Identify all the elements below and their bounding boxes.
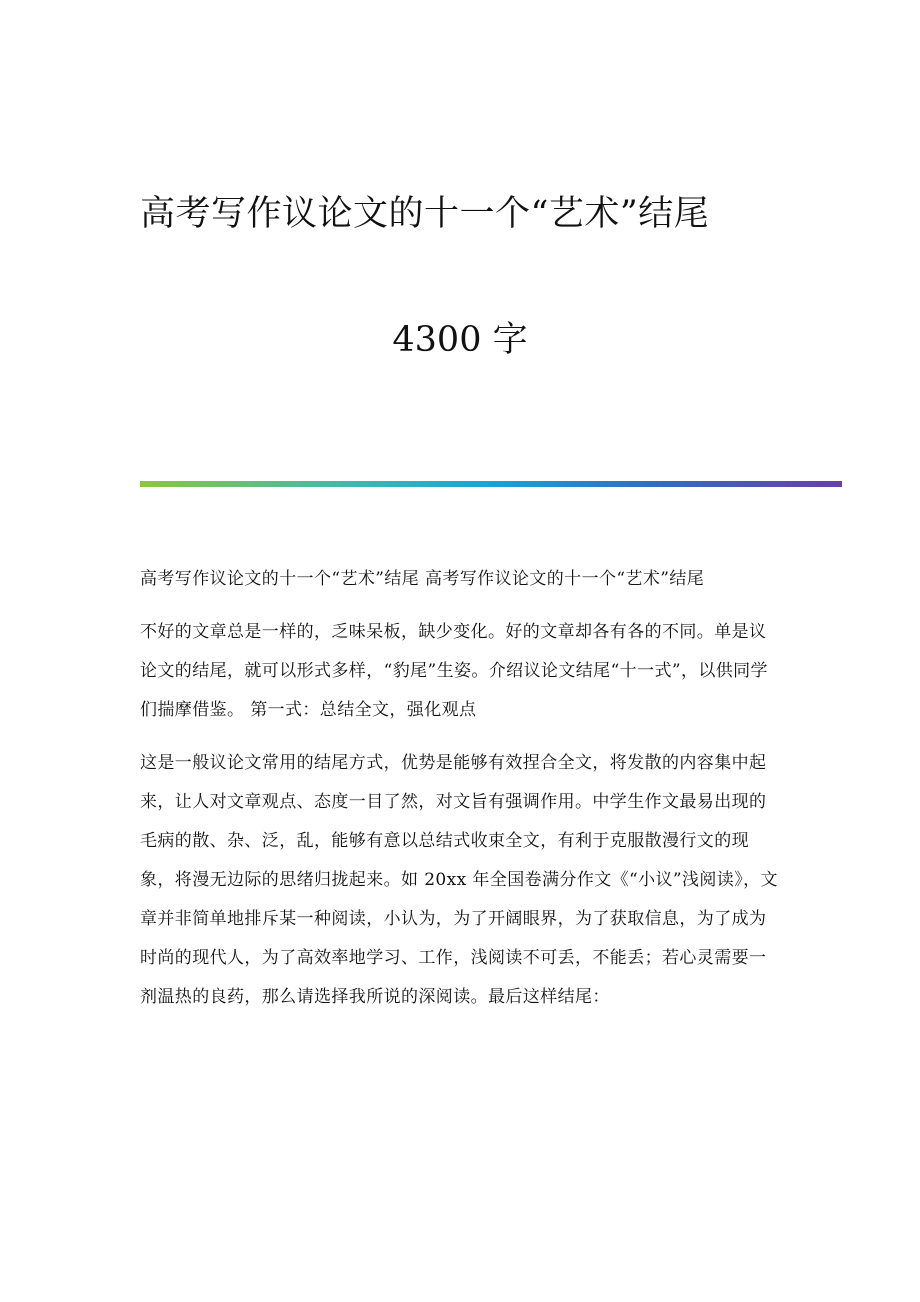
document-body	[140, 560, 780, 1031]
paragraph-intro: 高考写作议论文的十一个“艺术”结尾 高考写作议论文的十一个“艺术”结尾	[140, 569, 705, 589]
document-title-wordcount: 4300 字	[392, 320, 528, 360]
gradient-divider	[140, 481, 842, 487]
document-title: 高考写作议论文的十一个“艺术”结尾	[140, 194, 710, 234]
paragraph-overview: 不好的文章总是一样的，乏味呆板，缺少变化。好的文章却各有各的不同。单是议论文的结尾，就可以形式多样，“豹尾”生姿。介绍议论文结尾“十一式”，以供同学们揣摩借鉴。 第一式：总结全文，强化观点	[140, 622, 768, 720]
paragraph-method-one: 这是一般议论文常用的结尾方式，优势是能够有效捏合全文，将发散的内容集中起来，让人对文章观点、态度一目了然，对文旨有强调作用。中学生作文最易出现的毛病的散、杂、泛，乱，能够有意以总结式收束全文，有利于克服散漫行文的现象，将漫无边际的思绪归拢起来。如 20xx 年全国卷满分作文《“小议”浅阅读》，文章并非简单地排斥某一种阅读，小认为，为了开阔眼界，为了获取信息，为了成为时尚的现代人，为了高效率地学习、工作，浅阅读不可丢，不能丢；若心灵需要一剂温热的良药，那么请选择我所说的深阅读。最后这样结尾：	[140, 753, 778, 1007]
